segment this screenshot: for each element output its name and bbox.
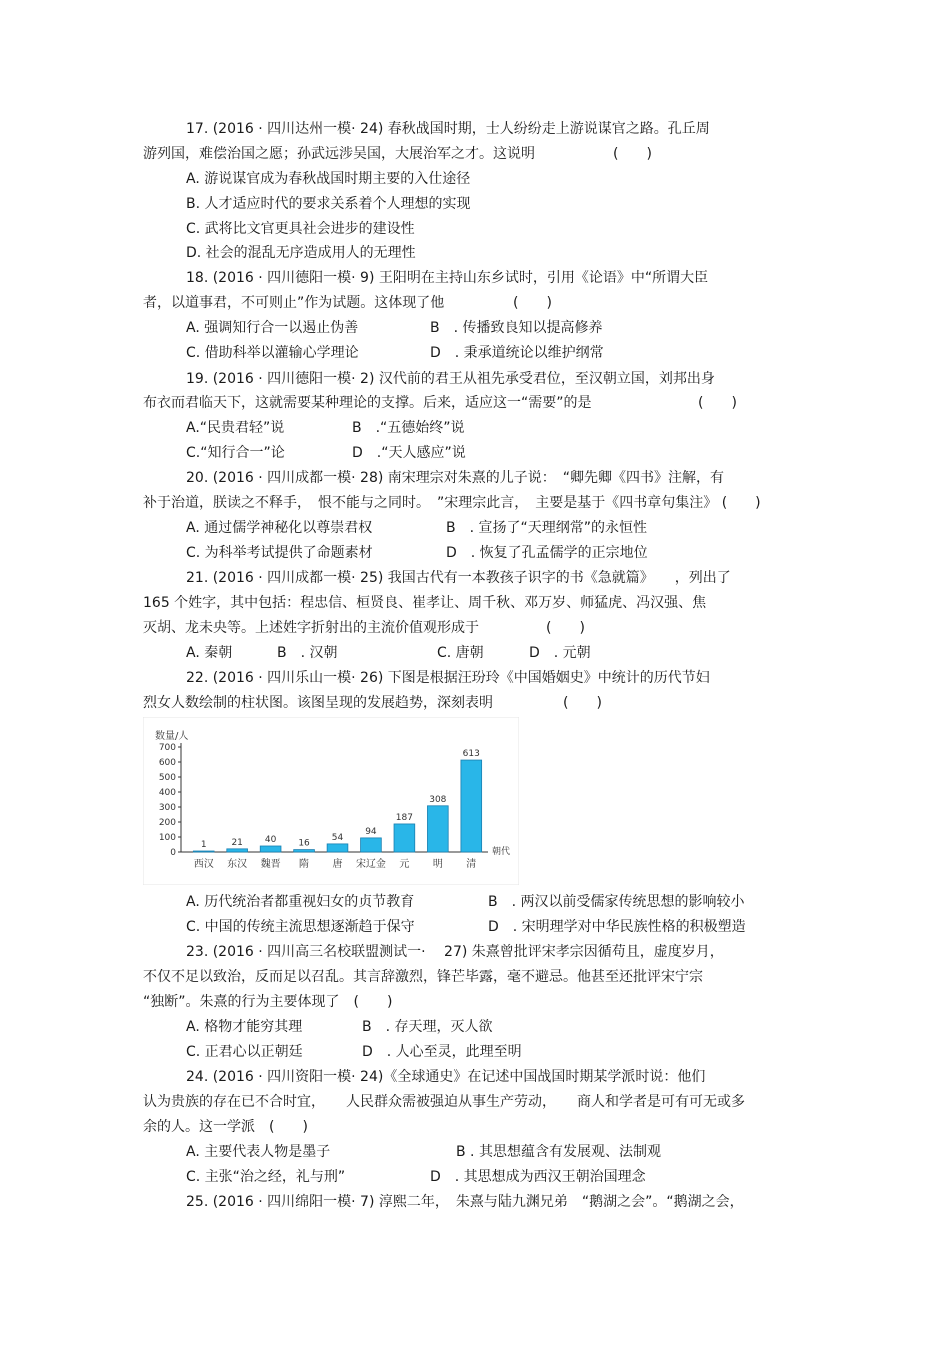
text-line-q19b: 布衣而君临天下，这就需要某种理论的支撑。后来，适应这一“需要”的是 [143, 395, 592, 411]
answer-option-q21d: D . 元朝 [529, 645, 591, 661]
y-tick-label: 0 [170, 848, 176, 858]
answer-option-q22c: C. 中国的传统主流思想逐渐趋于保守 [186, 919, 415, 935]
bar [394, 824, 415, 852]
answer-option-q24a: A. 主要代表人物是墨子 [186, 1144, 331, 1160]
text-line-q20: 20. (2016 · 四川成都一模· 28) 南宋理宗对朱熹的儿子说： “卿先卿《四书》注解，有 [186, 470, 725, 486]
x-axis-label: 朝代 [492, 847, 511, 857]
text-line-q21c: 灭胡、龙未央等。上述姓字折射出的主流价值观形成于 [143, 620, 479, 636]
answer-option-q19bb: B .“五德始终”说 [352, 420, 465, 436]
answer-option-q18a: A. 强调知行合一以遏止伪善 [186, 320, 359, 336]
x-tick-label: 唐 [332, 859, 343, 870]
answer-option-q24bb: B . 其思想蕴含有发展观、法制观 [456, 1144, 661, 1160]
answer-option-q20bb: B . 宣扬了“天理纲常”的永恒性 [446, 520, 648, 536]
bar [427, 806, 448, 852]
answer-option-q21bb: B . 汉朝 [277, 645, 338, 661]
text-line-q17c: C. 武将比文官更具社会进步的建设性 [186, 221, 415, 237]
bar [361, 838, 382, 852]
bar [227, 849, 248, 852]
text-line-q18b: 者，以道事君，不可则止”作为试题。这体现了他 [143, 295, 445, 311]
text-line-q23: 23. (2016 · 四川高三名校联盟测试一· 27) 朱熹曾批评宋孝宗因循苟且，虚度岁月， [186, 944, 724, 960]
data-label: 94 [365, 826, 377, 837]
data-label: 187 [395, 812, 413, 823]
x-tick-label: 西汉 [193, 859, 214, 870]
answer-option-q22a: A. 历代统治者都重视妇女的贞节教育 [186, 894, 415, 910]
text-line-q24: 24. (2016 · 四川资阳一模· 24)《全球通史》在记述中国战国时期某学派时说：他们 [186, 1069, 706, 1085]
bar [193, 851, 214, 852]
answer-option-q24d: D . 其思想成为西汉王朝治国理念 [430, 1169, 646, 1185]
answer-option-q20d: D . 恢复了孔孟儒学的正宗地位 [446, 545, 648, 561]
text-line-q21p: ( ) [546, 620, 585, 636]
text-line-q17b: 游列国，难偿治国之愿；孙武远涉吴国，大展治军之才。这说明 [143, 146, 535, 162]
text-line-q22b: 烈女人数绘制的柱状图。该图呈现的发展趋势，深刻表明 [143, 695, 493, 711]
text-line-q24c: 余的人。这一学派 ( ) [143, 1119, 308, 1135]
bar [461, 760, 482, 852]
data-label: 40 [264, 835, 277, 845]
data-label: 21 [231, 837, 243, 848]
answer-option-q22bb: B . 两汉以前受儒家传统思想的影响较小 [488, 894, 745, 910]
text-line-q17: 17. (2016 · 四川达州一模· 24) 春秋战国时期，士人纷纷走上游说谋官之路。孔丘周 [186, 121, 710, 137]
data-label: 1 [200, 840, 207, 850]
x-tick-label: 明 [432, 859, 443, 870]
y-tick-label: 300 [158, 803, 176, 813]
bar [327, 844, 348, 852]
answer-option-q19d: D .“天人感应”说 [352, 445, 466, 461]
answer-option-q21c: C. 唐朝 [437, 645, 484, 661]
answer-option-q19a: A.“民贵君轻”说 [186, 420, 285, 436]
text-line-q19: 19. (2016 · 四川德阳一模· 2) 汉代前的君王从祖先承受君位，至汉朝立国，刘邦出身 [186, 371, 715, 387]
bar [260, 846, 281, 852]
x-tick-label: 宋辽金 [355, 859, 386, 870]
text-line-q23b: 不仅不足以致治，反而足以召乱。其言辞激烈，锋芒毕露，毫不避忌。他甚至还批评宋宁宗 [143, 969, 703, 985]
data-label: 308 [429, 794, 447, 805]
x-tick-label: 魏晋 [260, 859, 281, 870]
y-tick-label: 400 [158, 788, 176, 798]
x-tick-label: 清 [466, 859, 477, 870]
answer-option-q22d: D . 宋明理学对中华民族性格的积极塑造 [488, 919, 746, 935]
text-line-q17p: ( ) [613, 146, 652, 162]
text-line-q21b: 165 个姓字，其中包括：程忠信、桓贤良、崔孝让、周千秋、邓万岁、师猛虎、冯汉强、焦 [143, 595, 707, 611]
answer-option-q18d: D . 秉承道统论以维护纲常 [430, 345, 604, 361]
y-axis-label: 数量/人 [155, 731, 189, 742]
text-line-q20b: 补于治道，朕读之不释手， 恨不能与之同时。 ”宋理宗此言， 主要是基于《四书章句集注》 ( ) [143, 495, 761, 511]
text-line-q17a: A. 游说谋官成为春秋战国时期主要的入仕途径 [186, 171, 471, 187]
x-tick-label: 隋 [299, 859, 310, 870]
answer-option-q23d: D . 人心至灵，此理至明 [362, 1044, 522, 1060]
data-label: 54 [331, 832, 344, 843]
y-tick-label: 700 [158, 743, 176, 753]
text-line-q21: 21. (2016 · 四川成都一模· 25) 我国古代有一本教孩子识字的书《急就篇》 ，列出了 [186, 570, 731, 586]
text-line-q22p: ( ) [563, 695, 602, 711]
text-line-q25: 25. (2016 · 四川绵阳一模· 7) 淳熙二年， 朱熹与陆九渊兄弟 “鹅湖之会”。“鹅湖之会， [186, 1194, 744, 1210]
x-tick-label: 东汉 [227, 859, 248, 870]
answer-option-q18bb: B . 传播致良知以提高修养 [430, 320, 603, 336]
text-line-q19p: ( ) [698, 395, 737, 411]
data-label: 613 [462, 749, 480, 760]
answer-option-q21a: A. 秦朝 [186, 645, 233, 661]
y-tick-label: 600 [158, 758, 176, 768]
text-line-q22: 22. (2016 · 四川乐山一模· 26) 下图是根据汪玢玲《中国婚姻史》中统计的历代节妇 [186, 670, 710, 686]
bar-chart [143, 717, 519, 885]
answer-option-q18c: C. 借助科举以灌输心学理论 [186, 345, 359, 361]
text-line-q17d: D. 社会的混乱无序造成用人的无理性 [186, 245, 416, 261]
data-label: 16 [298, 838, 310, 849]
text-line-q18p: ( ) [513, 295, 552, 311]
text-line-q18: 18. (2016 · 四川德阳一模· 9) 王阳明在主持山东乡试时，引用《论语》中“所谓大臣 [186, 270, 709, 286]
answer-option-q23a: A. 格物才能穷其理 [186, 1019, 303, 1035]
answer-option-q23bb: B . 存天理，灭人欲 [362, 1019, 493, 1035]
answer-option-q24c: C. 主张“治之经，礼与刑” [186, 1169, 346, 1185]
y-tick-label: 200 [158, 818, 176, 828]
answer-option-q20a: A. 通过儒学神秘化以尊崇君权 [186, 520, 373, 536]
text-line-q17bb: B. 人才适应时代的要求关系着个人理想的实现 [186, 196, 471, 212]
answer-option-q19c: C.“知行合一”论 [186, 445, 285, 461]
answer-option-q23c: C. 正君心以正朝廷 [186, 1044, 303, 1060]
text-line-q23c: “独断”。朱熹的行为主要体现了 ( ) [143, 994, 393, 1010]
answer-option-q20c: C. 为科举考试提供了命题素材 [186, 545, 373, 561]
bar [294, 850, 315, 852]
text-line-q24b: 认为贵族的存在已不合时宜， 人民群众需被强迫从事生产劳动， 商人和学者是可有可无或多 [143, 1094, 745, 1110]
y-tick-label: 500 [158, 773, 176, 783]
y-tick-label: 100 [158, 833, 176, 843]
x-tick-label: 元 [399, 859, 410, 870]
